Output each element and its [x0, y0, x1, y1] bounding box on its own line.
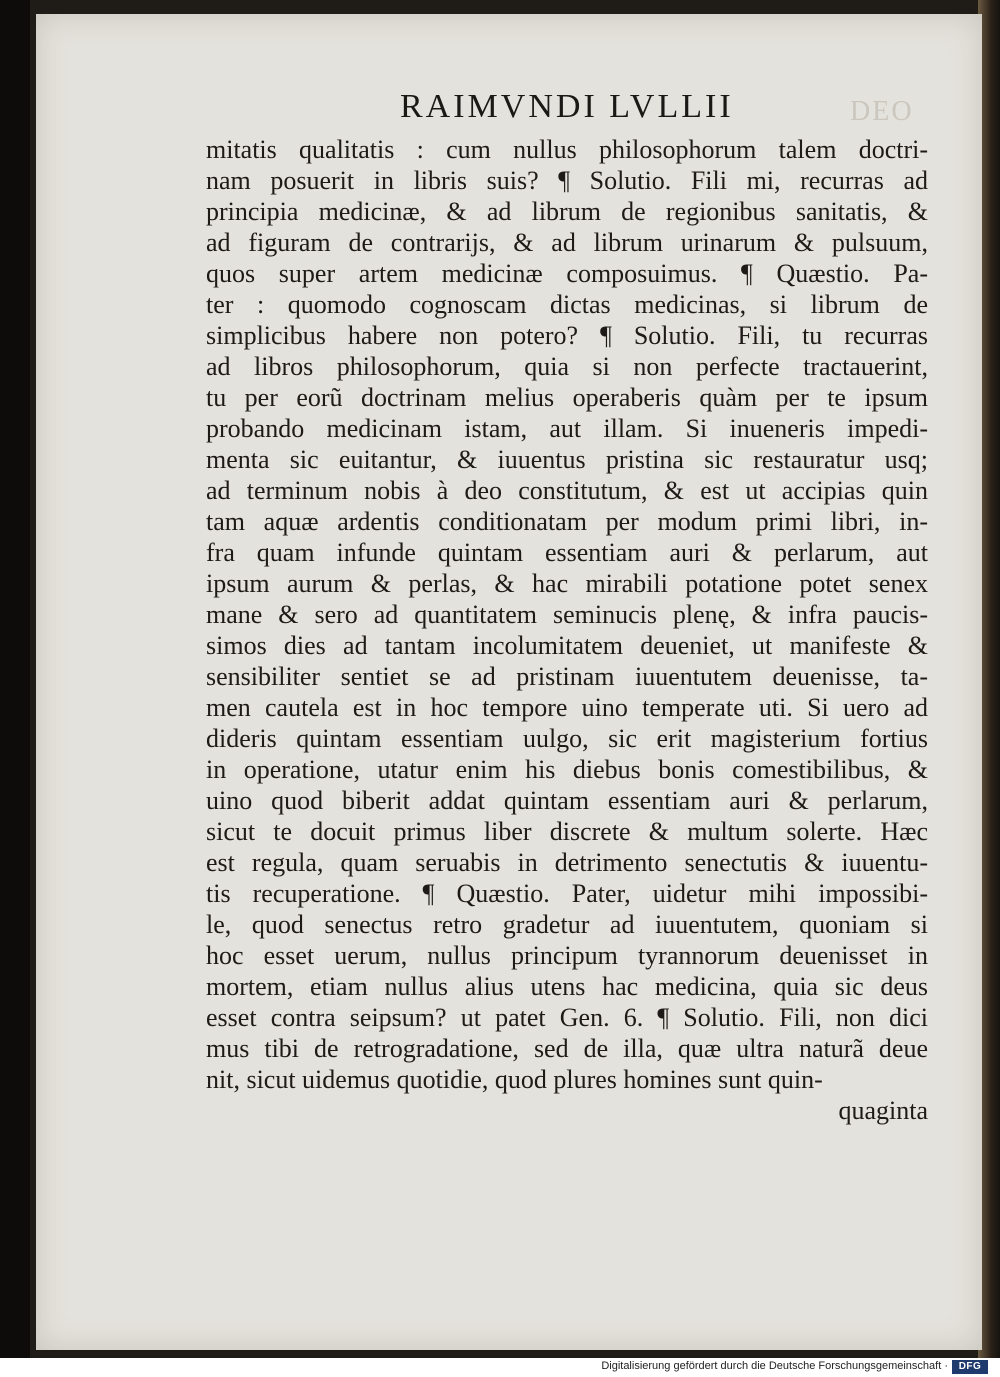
- funding-notice: Digitalisierung gefördert durch die Deutsche Forschungsgemeinschaft ·: [601, 1360, 948, 1372]
- text-line: men cautela est in hoc tempore uino temperate uti. Si uero ad: [206, 693, 928, 722]
- bleed-through-head: DEO: [850, 96, 914, 127]
- text-line: ad libros philosophorum, quia si non perfecte tractauerint,: [206, 352, 928, 381]
- running-head: RAIMVNDI LVLLII: [400, 88, 734, 125]
- text-line: mus tibi de retrogradatione, sed de illa, quæ ultra naturã deue: [206, 1034, 928, 1063]
- text-line: menta sic euitantur, & iuuentus pristina sic restauratur usq;: [206, 445, 928, 474]
- text-line: sicut te docuit primus liber discrete & multum solerte. Hæc: [206, 817, 928, 846]
- text-line: nit, sicut uidemus quotidie, quod plures homines sunt quin-: [206, 1065, 823, 1094]
- text-line: principia medicinæ, & ad librum de regionibus sanitatis, &: [206, 197, 928, 226]
- text-line: sensibiliter sentiet se ad pristinam iuuentutem deuenisse, ta-: [206, 662, 928, 691]
- scan-left-margin: [0, 0, 30, 1358]
- text-line: mitatis qualitatis : cum nullus philosophorum talem doctri-: [206, 135, 928, 164]
- text-line: ter : quomodo cognoscam dictas medicinas, si librum de: [206, 290, 928, 319]
- text-line: mortem, etiam nullus alius utens hac medicina, quia sic deus: [206, 972, 928, 1001]
- catchword: quaginta: [838, 1096, 928, 1125]
- text-line: le, quod senectus retro gradetur ad iuuentutem, quoniam si: [206, 910, 928, 939]
- text-line: dideris quintam essentiam uulgo, sic erit magisterium fortius: [206, 724, 928, 753]
- text-line: simos dies ad tantam incolumitatem deueniet, ut manifeste &: [206, 631, 928, 660]
- text-line: ad terminum nobis à deo constitutum, & est ut accipias quin: [206, 476, 928, 505]
- funding-footer: [0, 1358, 1000, 1377]
- dfg-logo: DFG: [952, 1360, 988, 1374]
- text-line: est regula, quam seruabis in detrimento senectutis & iuuentu-: [206, 848, 928, 877]
- text-line: quos super artem medicinæ composuimus. ¶ Quæstio. Pa-: [206, 259, 928, 288]
- text-line: in operatione, utatur enim his diebus bonis comestibilibus, &: [206, 755, 928, 784]
- text-line: probando medicinam istam, aut illam. Si inueneris impedi-: [206, 414, 928, 443]
- text-line: nam posuerit in libris suis? ¶ Solutio. Fili mi, recurras ad: [206, 166, 928, 195]
- text-line: simplicibus habere non potero? ¶ Solutio. Fili, tu recurras: [206, 321, 928, 350]
- text-line: mane & sero ad quantitatem seminucis plenę, & infra paucis-: [206, 600, 928, 629]
- text-line: tam aquæ ardentis conditionatam per modum primi libri, in-: [206, 507, 928, 536]
- text-line: ad figuram de contrarijs, & ad librum urinarum & pulsuum,: [206, 228, 928, 257]
- text-line: ipsum aurum & perlas, & hac mirabili potatione potet senex: [206, 569, 928, 598]
- text-line: tis recuperatione. ¶ Quæstio. Pater, uidetur mihi impossibi-: [206, 879, 928, 908]
- text-line: esset contra seipsum? ut patet Gen. 6. ¶ Solutio. Fili, non dici: [206, 1003, 928, 1032]
- text-line: uino quod biberit addat quintam essentiam auri & perlarum,: [206, 786, 928, 815]
- page-body-text: [206, 134, 928, 1126]
- text-line: hoc esset uerum, nullus principum tyrannorum deuenisset in: [206, 941, 928, 970]
- text-line: tu per eorũ doctrinam melius operaberis quàm per te ipsum: [206, 383, 928, 412]
- text-line: fra quam infunde quintam essentiam auri & perlarum, aut: [206, 538, 928, 567]
